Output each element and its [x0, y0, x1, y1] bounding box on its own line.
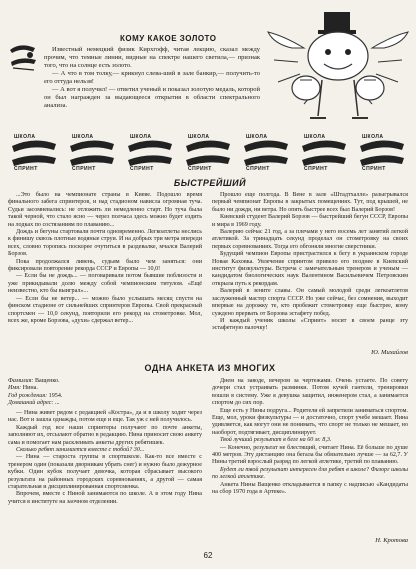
section1-title: КОМУ КАКОЕ ЗОЛОТО — [120, 34, 217, 43]
page-number: 62 — [203, 551, 213, 560]
strip-bottom-label: СПРИНТ — [72, 166, 96, 172]
strip-bottom-label: СПРИНТ — [362, 166, 386, 172]
section2-para: Киевский студент Валерий Борзов — быстрейший бегун СССР, Европы и мира в 1969 году. — [212, 214, 408, 228]
banker-cartoon-illustration — [264, 8, 412, 128]
form-value: Нина. — [22, 385, 38, 392]
strip-emblem — [124, 134, 176, 174]
form-row — [8, 378, 202, 385]
strip-top-label: ШКОЛА — [304, 134, 326, 140]
section3-para: Впрочем, вместе с Ниной занимаются по школе. А в этом году Нина учится в институте на заочном отделении. — [8, 491, 202, 505]
section1-text — [44, 46, 260, 110]
section2-col1 — [8, 192, 202, 325]
strip-bottom-label: СПРИНТ — [246, 166, 270, 172]
section2-para: Пока продолжался ливень, судьям было чем заняться: они фиксировали повторение рекорда СССР и Европы — 10,0! — [8, 258, 202, 273]
section2-para: Валерию сейчас 21 год, а за плечами у него восемь лет занятий легкой атлетикой. За тринадцать секунд проделал он стометровку на своих первых соревнованиях. Тогда его обгоняли многие сверстники. — [212, 229, 408, 250]
section3-para: Каждый год все наши спринтеры получают по почте анкеты, заполняют их, отсылают обратно в редакцию. Нина приносит свою анкету сама и помогает нам расклеивать анкеты других ребятишек. — [8, 424, 202, 446]
section3-para: — Нина — староста группы в спортшколе. Как-то все вместе с тренером один (показали дворникам убрать снег) и нужно было дежурное кубки. Один кубок получает девочка, которая сбрасывает высокого результата на районных городских соревнованиях, а другой — самая старательная и дисциплинированная спортсменка. — [8, 454, 202, 491]
strip-top-label: ШКОЛА — [72, 134, 94, 140]
strip-emblem — [240, 134, 292, 174]
form-label: Фамилия: — [8, 378, 34, 384]
strip-top-label: ШКОЛА — [188, 134, 210, 140]
section2-para: ...Это было на чемпионате страны в Киеве. Подошло время финального забега спринтеров, и над стадионом нависла огромная туча. Судьи засомневались: не отложить ли немедленно старт. Но туча была такой черной, что стало ясно — через полчаса здесь можно будет ездить на лодках по состязаниям по плаванию... — [8, 192, 202, 228]
form-value: 1954. — [48, 392, 63, 399]
section3-para: — Конечно, результат не блестящий, считает Нина. Её больше по душе 400 метров. Эту дистанцию она бегала бы обязательно лучше — за 62,7. У Нины третий взрослый разряд по легкой атлетике, третий по плаванию. — [212, 444, 408, 466]
strip-bottom-label: СПРИНТ — [130, 166, 154, 172]
sprint-school-logo — [8, 40, 38, 74]
strip-emblem — [182, 134, 234, 174]
section3-col2 — [212, 378, 408, 497]
section3-para: — Нина живет рядом с редакцией «Костра», да и в школу ходит через нас. Вот и зашла однажды, потом еще и еще. Так уж с ней получилось. — [8, 410, 202, 424]
form-value: Ващенко. — [34, 378, 60, 384]
section3-question: Будет ли твой результат интересен для ребят в школе? Физорг школы по легкой атлетике. — [212, 466, 408, 481]
section3-para: Анкета Нины Ващенко откладывается в папку с надписью «Кандидаты на сбор 1970 года в Артеке». — [212, 481, 408, 496]
form-row — [8, 385, 202, 392]
school-sprint-strip — [8, 134, 408, 174]
section2-para: — Если бы не дождь... — поговаривали потом бывшие поблизости и уже прикидывали долю между собой чемпионским титулом. «Ещё неизвестно, кто бы выиграл»... — [8, 273, 202, 295]
form-label: Имя: — [8, 385, 22, 392]
form-value: ... — [54, 400, 60, 407]
section3-author: Н. Кротова — [375, 537, 408, 544]
section3-question: Сколько ребят занимается вместе с тобой? 30... — [16, 447, 145, 454]
section2-para: Прошло еще полгода. В Вене в зале «Штадтхалле» разыгрывался первый чемпионат Европы в закрытых помещениях. Тут, под крышей, не было ни дождя, ни ветра. Но опять быстрее всех был Валерий Борзов! — [212, 192, 408, 213]
form-label: Домашний адрес: — [8, 400, 54, 407]
section1-para: — А вот я получил! — ответил ученый и показал золотую медаль, которой он был награжден за выдающееся открытия в области спектрального анализа. — [44, 86, 260, 109]
strip-emblem — [8, 134, 60, 174]
section2-para: И каждый ученик школы «Спринт» носит в своем ранце эту эстафетную палочку! — [212, 317, 408, 332]
section1-para: — А что в том толку,— крикнул слева-ший в зале банкир,— получить-то его оттуда нельзя! — [44, 70, 260, 85]
strip-emblem — [356, 134, 408, 174]
section3-title: ОДНА АНКЕТА ИЗ МНОГИХ — [144, 363, 276, 373]
section2-para: Дождь и бегуны стартовали почти одновременно. Легкоатлеты неслись к финишу сквозь плотные водяные струи. И на добрых три метра впереди всех, словно торопясь поскорее очутиться в раздевалке, мчался Валерий Борзов. — [8, 229, 202, 258]
strip-bottom-label: СПРИНТ — [304, 166, 328, 172]
section2-title: БЫСТРЕЙШИЙ — [173, 178, 247, 188]
section2-para: — Если бы не ветер... — можно было услышать месяц спустя на финском стадионе от сильнейших спринтеров Европы. Свой прекрасный спортсмен — 10,0 секунд, повторили его рекорд на стометровке. Мол, всех же, кроме Борзова, «духи» сдержал ветер... — [8, 295, 202, 324]
form-label: Год рождения: — [8, 392, 48, 399]
strip-emblem — [298, 134, 350, 174]
strip-top-label: ШКОЛА — [362, 134, 384, 140]
strip-top-label: ШКОЛА — [130, 134, 152, 140]
form-row — [8, 400, 202, 407]
strip-bottom-label: СПРИНТ — [14, 166, 38, 172]
section2-col2 — [212, 192, 408, 333]
section3-para: Днем на заводе, вечером за чертежами. Очень устаете. По совету дочери стал устраивать разминки. Потом кучей гантели, тренировки вошли в систему. Уже я девушка защитил, инженером стал, а занимается спортом до сих пор. — [212, 378, 408, 407]
section3-col1 — [8, 410, 202, 506]
section2-para: Валерий в зените славы. Он самый молодой среди легкоатлетов заслуженный мастер спорта СССР. Но уже сейчас, без сомнения, выходит впервые на дорожку те, кто пробежит стометровку еще быстрее, кому суждено прервать от Борзова эстафету побед. — [212, 288, 408, 317]
strip-bottom-label: СПРИНТ — [188, 166, 212, 172]
section2-author: Ю. Михайлов — [371, 349, 408, 356]
section3-question: Твой лучший результат в беге на 60 м: 8,3. — [220, 437, 332, 444]
strip-emblem — [66, 134, 118, 174]
section3-form — [8, 378, 202, 408]
section3-para: Еще есть у Нины подруга... Родители ей запретили заниматься спортом. Еще, мол, уроки физкультуры — и достаточно, спорт учебе мешает. Нина удивляется, как могут они не понимать, что спорт не только не мешает, но наоборот, подтягивает, дисциплинирует. — [212, 407, 408, 436]
strip-top-label: ШКОЛА — [246, 134, 268, 140]
section2-para: Будущий чемпион Европы пристрастился к бегу в украинском городе Новая Каховка. Увлечение спринтом привело его позднее в Киевский институт физкультуры. Встреча с замечательным тренером и ученым — кандидатом биологических наук Валентином Васильевичем Петровским открыла путь к рекордам. — [212, 251, 408, 287]
strip-top-label: ШКОЛА — [14, 134, 36, 140]
section1-para: Известный немецкий физик Кирхгофф, читая лекцию, сказал между прочим, что темные линии, видные на спектре нашего светила,— признак того, что на солнце есть золото. — [44, 46, 260, 69]
